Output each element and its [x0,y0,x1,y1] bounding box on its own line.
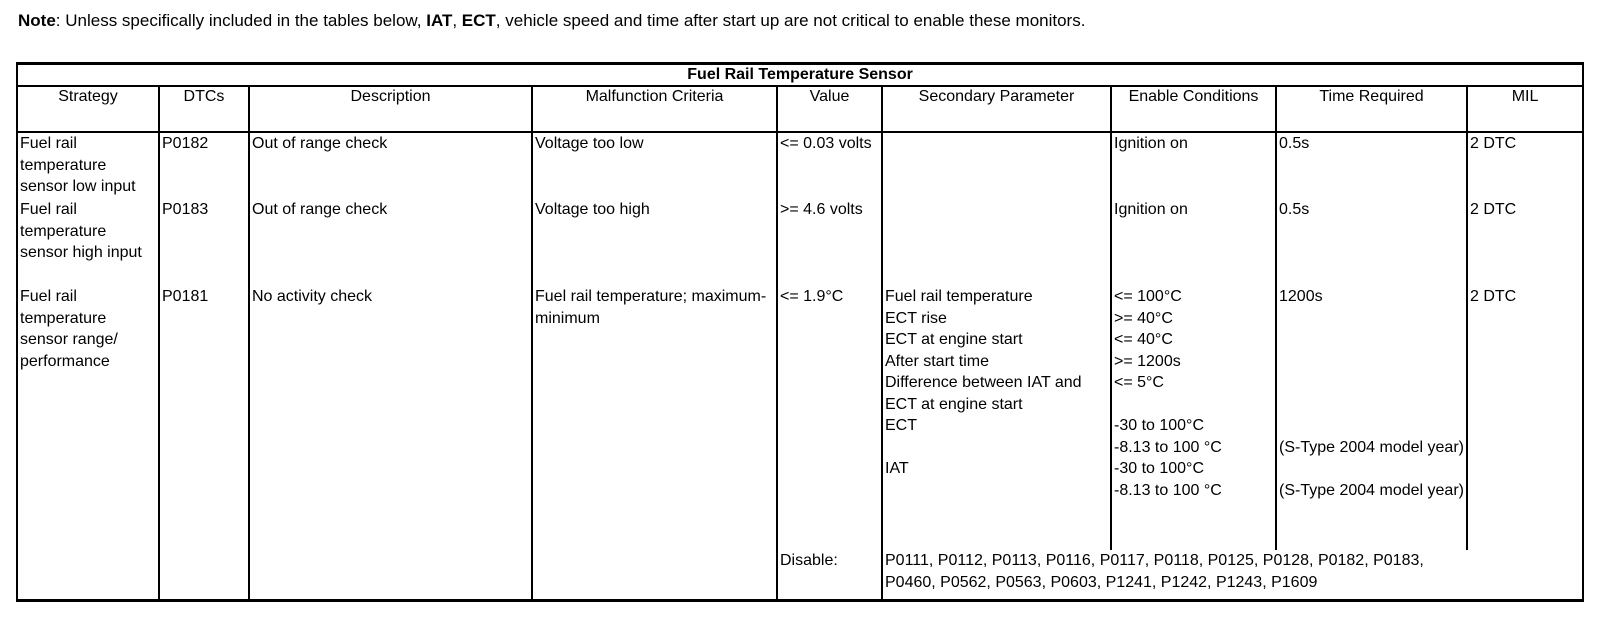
cell-malfunction: Voltage too low [532,132,777,199]
cell-mil: 2 DTC [1467,132,1583,199]
cell-description: Out of range check [249,132,532,199]
disable-codes-line: P0460, P0562, P0563, P0603, P1241, P1242, P1243, P1609 [885,573,1318,591]
header-secondary-parameter: Secondary Parameter [882,86,1111,132]
cell-description: Out of range check [249,199,532,286]
secondary-param: ECT rise [885,309,947,327]
header-mil: MIL [1467,86,1583,132]
header-malfunction-criteria: Malfunction Criteria [532,86,777,132]
cell-time [1276,286,1467,550]
table-row [17,199,1583,286]
header-description: Description [249,86,532,132]
time-required: 1200s [1279,288,1323,305]
time-note: (S-Type 2004 model year) [1279,481,1464,499]
note-text-part-2: , vehicle speed and time after start up are not critical to enable these monitors. [495,11,1086,30]
note-separator: , [452,11,462,30]
table-title: Fuel Rail Temperature Sensor [17,64,1583,87]
cell-secondary [882,132,1111,199]
cell-value: >= 4.6 volts [777,199,882,286]
enable-condition: >= 1200s [1114,352,1181,370]
secondary-param: ECT at engine start [885,331,1023,348]
secondary-param: IAT [885,460,909,477]
cell-strategy: Fuel rail temperature sensor range/ performance [17,286,159,550]
note-ect: ECT [461,11,496,30]
header-strategy: Strategy [17,86,159,132]
note-text [18,10,1085,32]
cell-malfunction: Fuel rail temperature; maximum-minimum [532,286,777,550]
cell-empty [532,550,777,600]
cell-time: 0.5s [1276,132,1467,199]
cell-enable: Ignition on [1111,132,1276,199]
enable-condition: <= 5°C [1114,374,1164,391]
cell-secondary [882,199,1111,286]
note-iat: IAT [426,11,453,30]
enable-condition: <= 40°C [1114,331,1173,348]
header-enable-conditions: Enable Conditions [1111,86,1276,132]
cell-dtc: P0181 [159,286,249,550]
note-text-part-1: : Unless specifically included in the tables below, [55,11,427,30]
time-note: (S-Type 2004 model year) [1279,438,1464,456]
enable-condition [1114,394,1273,416]
cell-time: 0.5s [1276,199,1467,286]
header-value: Value [777,86,882,132]
secondary-param: Fuel rail temperature [885,288,1033,305]
cell-secondary [882,286,1111,550]
table-row-disable [17,550,1583,600]
cell-mil: 2 DTC [1467,199,1583,286]
spacer [1279,308,1464,330]
table-row [17,132,1583,199]
spacer [1279,351,1464,373]
cell-mil: 2 DTC [1467,286,1583,550]
disable-codes-line: P0111, P0112, P0113, P0116, P0117, P0118, P0125, P0128, P0182, P0183, [885,552,1424,569]
cell-dtc: P0183 [159,199,249,286]
fuel-rail-table-container [16,62,1584,602]
spacer [1279,394,1464,416]
cell-strategy: Fuel rail temperature sensor high input [17,199,159,286]
enable-condition: -8.13 to 100 °C [1114,438,1222,456]
spacer [1279,372,1464,394]
secondary-param: Difference between IAT and ECT at engine start [885,374,1082,413]
cell-enable: Ignition on [1111,199,1276,286]
cell-value: <= 0.03 volts [777,132,882,199]
secondary-param: ECT [885,417,917,434]
disable-codes [882,550,1583,600]
cell-empty [17,550,159,600]
cell-malfunction: Voltage too high [532,199,777,286]
note-label: Note [18,11,56,30]
enable-condition: >= 40°C [1114,309,1173,327]
cell-empty [159,550,249,600]
spacer [1279,458,1464,480]
enable-condition: -30 to 100°C [1114,417,1205,434]
cell-strategy: Fuel rail temperature sensor low input [17,132,159,199]
secondary-param [885,437,1108,459]
secondary-param: After start time [885,352,990,370]
enable-condition: -8.13 to 100 °C [1114,481,1222,499]
header-dtcs: DTCs [159,86,249,132]
fuel-rail-temperature-table [16,62,1584,602]
cell-value: <= 1.9°C [777,286,882,550]
enable-condition: -30 to 100°C [1114,460,1205,477]
cell-empty [249,550,532,600]
cell-dtc: P0182 [159,132,249,199]
spacer [1279,415,1464,437]
cell-enable [1111,286,1276,550]
cell-description: No activity check [249,286,532,550]
enable-condition: <= 100°C [1114,288,1182,305]
header-time-required: Time Required [1276,86,1467,132]
disable-label: Disable: [777,550,882,600]
spacer [1279,329,1464,351]
table-row [17,286,1583,550]
